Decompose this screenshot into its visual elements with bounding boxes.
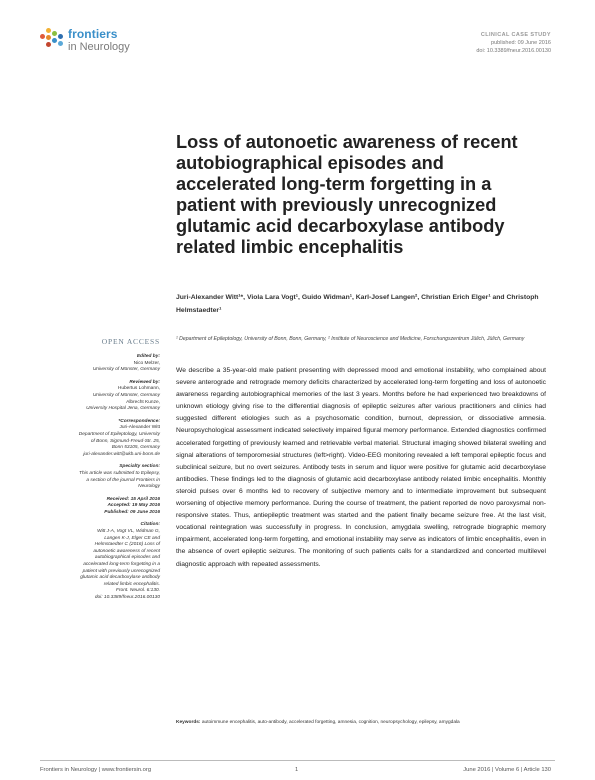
page-number: 1 xyxy=(295,767,299,773)
citation-text: related limbic encephalitis. xyxy=(103,581,160,587)
keywords xyxy=(176,719,546,726)
citation-label: Citation: xyxy=(140,522,160,528)
citation-text: autobiographical episodes and xyxy=(94,555,160,561)
citation-text: glutamic acid decarboxylase antibody xyxy=(80,575,160,581)
correspondence-address: of Bonn, Sigmund-Freud-Str. 25, xyxy=(90,438,160,444)
citation-text: patient with previously unrecognized xyxy=(82,568,160,574)
citation-block xyxy=(40,522,160,601)
specialty-block xyxy=(40,464,160,490)
frontiers-logo-icon xyxy=(40,28,68,50)
editor-name: Nico Melzer, xyxy=(133,360,160,366)
specialty-label: Specialty section: xyxy=(119,464,160,470)
correspondence-address: Bonn 53105, Germany xyxy=(111,445,160,451)
published-date-sidebar: Published: 09 June 2016 xyxy=(104,509,160,515)
reviewer-affiliation: University Hospital Jena, Germany xyxy=(86,406,160,412)
citation-text: Helmstaedter C (2016) Loss of xyxy=(94,542,160,548)
footer-journal-link[interactable]: Frontiers in Neurology | www.frontiersin.org xyxy=(40,767,152,773)
citation-text: Langen K-J, Elger CE and xyxy=(104,535,160,541)
published-date: published: 09 June 2016 xyxy=(491,40,551,46)
logo-journal-name: in Neurology xyxy=(68,41,130,53)
editor-affiliation: University of Münster, Germany xyxy=(92,367,160,373)
author-list: Juri-Alexander Witt¹*, Viola Lara Vogt¹, Guido Widman¹, Karl-Josef Langen², Christian Erich Elger¹ and Christoph Helmstaedter¹ xyxy=(176,294,539,314)
journal-logo xyxy=(40,28,180,58)
keywords-list: autoimmune encephalitis, auto-antibody, accelerated forgetting, amnesia, cognition, neuropsychology, epilepsy, amygdala xyxy=(201,720,460,725)
correspondence-label: *Correspondence: xyxy=(118,418,160,424)
reviewer-name: Hubertus Lohmann, xyxy=(117,386,160,392)
reviewer-affiliation: University of Münster, Germany xyxy=(92,392,160,398)
logo-wordmark: frontiers xyxy=(68,27,118,41)
article-header-info xyxy=(476,31,551,55)
keywords-label: Keywords: xyxy=(176,720,201,725)
correspondence-block xyxy=(40,419,160,459)
editor-block xyxy=(40,354,160,374)
accepted-date: Accepted: 19 May 2016 xyxy=(107,503,160,509)
correspondence-email-link[interactable]: juri-alexander.witt@ukb.uni-bonn.de xyxy=(83,451,160,457)
article-sidebar xyxy=(40,354,160,608)
edited-by-label: Edited by: xyxy=(136,354,160,359)
correspondence-name: Juri-Alexander Witt xyxy=(119,425,160,431)
affiliations: ¹ Department of Epileptology, University of Bonn, Bonn, Germany, ² Institute of Neuroscience and Medicine, Forschungszentrum Jülich, Jülich, Germany xyxy=(176,336,525,342)
footer-divider xyxy=(40,760,555,761)
reviewer-name: Albrecht Kunze, xyxy=(126,399,160,405)
citation-text: autonoetic awareness of recent xyxy=(93,548,160,554)
article-title: Loss of autonoetic awareness of recent autobiographical episodes and accelerated long-term forgetting in a patient with previously unrecognized glutamic acid decarboxylase antibody related limbic encephalitis xyxy=(176,132,518,257)
reviewed-by-label: Reviewed by: xyxy=(129,379,160,385)
citation-text: accelerated long-term forgetting in a xyxy=(83,562,160,568)
received-date: Received: 15 April 2016 xyxy=(106,496,160,502)
article-type: CLINICAL CASE STUDY xyxy=(480,32,551,38)
footer-issue-info: June 2016 | Volume 6 | Article 130 xyxy=(463,767,551,773)
citation-text: Front. Neurol. 6:130. xyxy=(116,588,160,594)
doi-link[interactable]: doi: 10.3389/fneur.2016.00130 xyxy=(476,48,551,54)
citation-text: Witt J-A, Vogt VL, Widman G, xyxy=(97,529,160,535)
abstract-text: We describe a 35-year-old male patient presenting with depressed mood and emotional instability, who complained about severe anterograde and retrograde memory deficits characterized by accelerated long-term forgetting and loss of autonoetic awareness regarding autobiographical memories of the last 3 years. Months before he had experienced two breakdowns of unknown etiology giving rise to the differential diagnosis of epileptic seizures after various practitioners and clinics had suggested different etiologies such as a psychosomatic condition, burnout, depression, or dissociative amnesia. Neuropsychological assessment indicated selectively impaired figural memory performance. Extended diagnostics confirmed accelerated forgetting of previously learned and retrievable verbal material. Structural imaging showed bilateral swelling and signal alterations of temporomesial structures (left>right). Video-EEG monitoring revealed a left temporal epileptic focus and subclinical seizure, but no overt seizures. Antibody tests in serum and liquor were positive for glutamic acid decarboxylase antibodies. These findings led to the diagnosis of glutamic acid decarboxylase antibody related limbic encephalitis. Monthly steroid pulses over 6 months led to recovery of subjective memory and to intermediate improvement but subsequent worsening of objective memory performance. During the course of treatment, the patient reported de novo paroxysmal non-responsive states. Thus, antiepileptic treatment was started and the patient finally became seizure free. At the last visit, vocational reintegration was successfully in progress. In conclusion, amygdala swelling, retrograde biographic memory impairment, accelerated long-term forgetting, and emotional instability may serve as indicators of limbic encephalitis, even in the absence of overt epileptic seizures. The monitoring of such patients calls for a standardized and concerted multilevel diagnostic approach with repeated assessments. xyxy=(176,367,546,568)
citation-doi-link[interactable]: doi: 10.3389/fneur.2016.00130 xyxy=(94,595,160,600)
correspondence-address: Department of Epileptology, University xyxy=(78,431,160,437)
specialty-text: This article was submitted to Epilepsy, xyxy=(79,470,160,476)
reviewers-block xyxy=(40,380,160,413)
specialty-text: a section of the journal Frontiers in xyxy=(86,477,160,483)
open-access-badge: OPEN ACCESS xyxy=(101,337,160,346)
specialty-text: Neurology xyxy=(138,484,160,490)
dates-block xyxy=(40,497,160,517)
